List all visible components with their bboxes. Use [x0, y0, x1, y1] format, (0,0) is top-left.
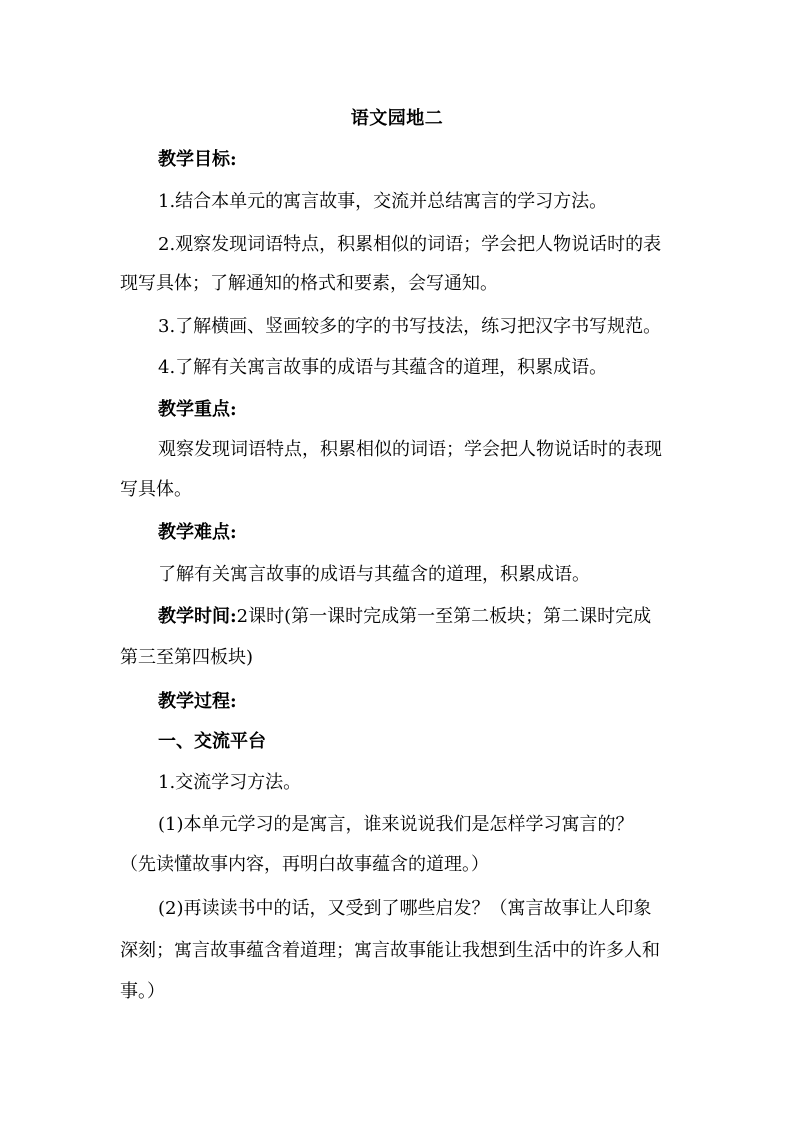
objective-2-continued: 现写具体；了解通知的格式和要素，会写通知。 [120, 273, 498, 294]
objective-4: 4.了解有关寓言故事的成语与其蕴含的道理，积累成语。 [158, 357, 608, 378]
page-title: 语文园地二 [350, 108, 444, 129]
key-points-heading: 教学重点: [158, 399, 237, 420]
objective-3: 3.了解横画、竖画较多的字的书写技法，练习把汉字书写规范。 [158, 316, 662, 337]
difficulties-heading: 教学难点: [158, 522, 237, 543]
objective-1: 1.结合本单元的寓言故事，交流并总结寓言的学习方法。 [158, 191, 608, 212]
teaching-time-line-2: 第三至第四板块) [120, 647, 254, 668]
objectives-heading: 教学目标: [158, 149, 237, 170]
section-1-heading: 一、交流平台 [158, 731, 266, 752]
key-points-line-2: 写具体。 [120, 479, 192, 500]
section-1-item-1: 1.交流学习方法。 [158, 772, 302, 793]
teaching-time-line-1 [158, 605, 651, 629]
objective-2: 2.观察发现词语特点，积累相似的词语；学会把人物说话时的表 [158, 234, 662, 255]
time-heading: 教学时间: [158, 606, 237, 627]
question-2-line-1: (2)再读读书中的话，又受到了哪些启发？（寓言故事让人印象 [158, 898, 652, 919]
time-text: 2课时(第一课时完成第一至第二板块；第二课时完成 [236, 606, 652, 627]
question-2-line-3: 事。） [120, 981, 165, 1002]
question-1-line-2: （先读懂故事内容，再明白故事蕴含的道理。） [120, 854, 489, 875]
process-heading: 教学过程: [158, 691, 237, 712]
question-1-line-1: (1)本单元学习的是寓言，谁来说说我们是怎样学习寓言的？ [158, 814, 634, 835]
question-2-line-2: 深刻；寓言故事蕴含着道理；寓言故事能让我想到生活中的许多人和 [120, 940, 660, 961]
key-points-line-1: 观察发现词语特点，积累相似的词语；学会把人物说话时的表现 [158, 439, 662, 460]
difficulties-line-1: 了解有关寓言故事的成语与其蕴含的道理，积累成语。 [158, 564, 590, 585]
